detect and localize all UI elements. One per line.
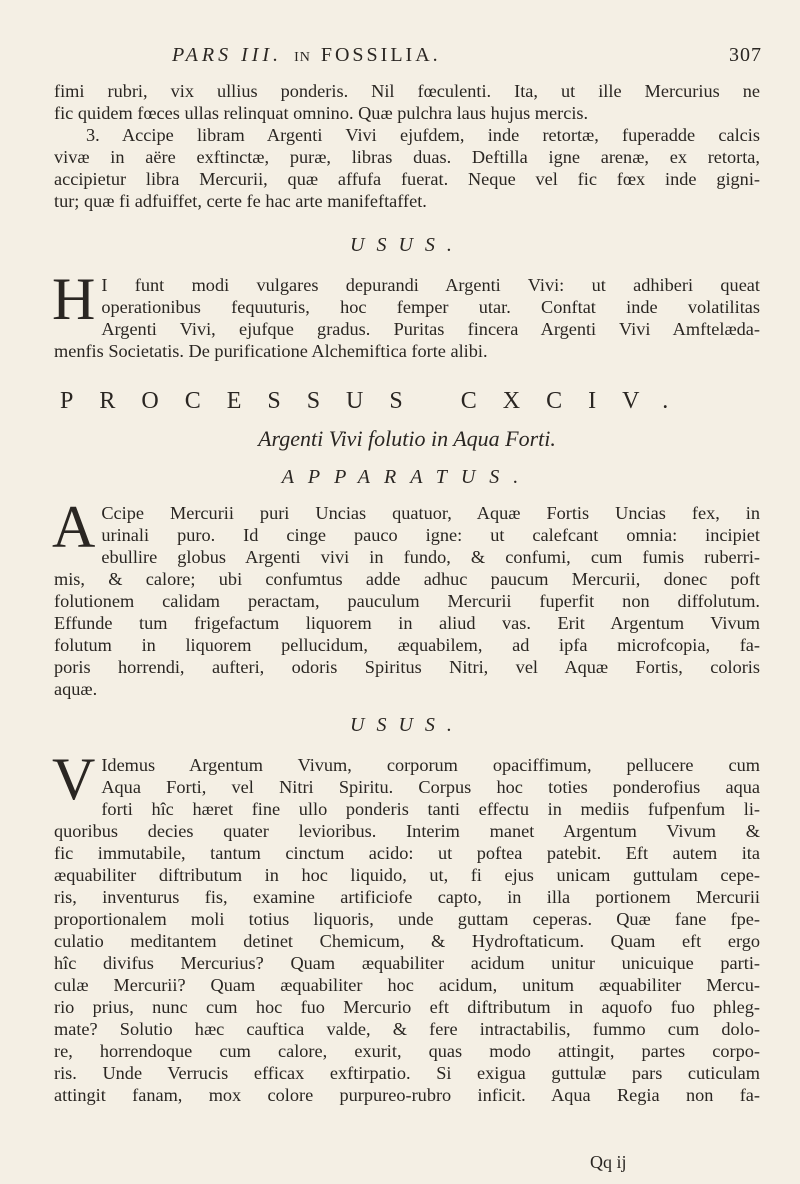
text-line: operationibus fequuturis, hoc femper utar. Conftat inde volatilitas bbox=[101, 297, 760, 317]
text-line: menfis Societatis. De purificatione Alchemiftica forte alibi. bbox=[54, 341, 488, 361]
text-line: rio prius, nunc cum hoc fuo Mercurio eft diftributum in aquofo fuo phleg- bbox=[54, 997, 760, 1017]
text-line: Aqua Forti, vel Nitri Spiritu. Corpus hoc toties ponderofius aqua bbox=[101, 777, 760, 797]
text-line: culæ Mercurii? Quam æquabiliter hoc acidum, unitum æquabiliter Mercu- bbox=[54, 975, 760, 995]
drop-cap: A bbox=[52, 494, 96, 560]
running-head bbox=[172, 44, 762, 67]
text-line: I funt modi vulgares depurandi Argenti Vivi: ut adhiberi queat bbox=[101, 275, 760, 295]
text-line: Idemus Argentum Vivum, corporum opaciffimum, pellucere cum bbox=[101, 755, 760, 775]
text-line: fimi rubri, vix ullius ponderis. Nil fœculenti. Ita, ut ille Mercurius ne bbox=[54, 81, 760, 101]
text-line: ris, inventurus fis, examine artificiofe capto, in illa portionem Mercurii bbox=[54, 887, 760, 907]
text-line: fic immutabile, tantum cinctum acido: ut poftea patebit. Eft autem ita bbox=[54, 843, 760, 863]
apparatus-heading: APPARATUS. bbox=[281, 466, 533, 488]
text-line: tur; quæ fi adfuiffet, certe fe hac arte manifeftaffet. bbox=[54, 191, 427, 211]
text-line: Ccipe Mercurii puri Uncias quatuor, Aquæ Fortis Uncias fex, in bbox=[101, 503, 760, 523]
apparatus-paragraph bbox=[52, 494, 760, 700]
usus-paragraph bbox=[52, 746, 760, 1106]
text-line: aquæ. bbox=[54, 679, 98, 699]
running-head-part: PARS III. bbox=[172, 44, 283, 66]
text-line: attingit fanam, mox colore purpureo-rubro inficit. Aqua Regia non fa- bbox=[54, 1085, 760, 1105]
text-line: forti hîc hæret fine ullo ponderis tanti effectu in mediis fufpenfum li- bbox=[101, 799, 760, 819]
text-line: ebullire globus Argenti vivi in fundo, & confumi, cum fumis ruberri- bbox=[101, 547, 760, 567]
running-head-section: FOSSILIA. bbox=[320, 44, 441, 66]
page-number: 307 bbox=[729, 44, 762, 66]
text-line: culatio meditantem detinet Chemicum, & Hydroftaticum. Quam eft ergo bbox=[54, 931, 760, 951]
text-line: hîc divifus Mercurius? Quam æquabiliter acidum unitur unicuique parti- bbox=[54, 953, 760, 973]
text-line: urinali puro. Id cinge pauco igne: ut calefcant omnia: incipiet bbox=[101, 525, 760, 545]
text-line: ris. Unde Verrucis efficax exftirpatio. Si exigua guttulæ pars cuticulam bbox=[54, 1063, 760, 1083]
body-text bbox=[54, 80, 760, 1106]
usus-heading: USUS. bbox=[350, 234, 464, 256]
text-line: fic quidem fœces ullas relinquat omnino. Quæ pulchra laus hujus mercis. bbox=[54, 103, 589, 123]
drop-cap: V bbox=[52, 746, 96, 812]
text-line: poris horrendi, aufteri, odoris Spiritus Nitri, vel Aquæ Fortis, coloris bbox=[54, 657, 760, 677]
text-line: folutum in liquorem pellucidum, æquabilem, ad ipfa microfcopia, fa- bbox=[54, 635, 760, 655]
running-head-in: IN bbox=[294, 50, 311, 65]
text-line: Argenti Vivi, ejufque gradus. Puritas fincera Argenti Vivi Amftelæda- bbox=[101, 319, 760, 339]
text-line: quoribus decies quater levioribus. Interim manet Argentum Vivum & bbox=[54, 821, 760, 841]
processus-heading: PROCESSUS CXCIV. bbox=[60, 388, 695, 414]
text-line: accipietur libra Mercurii, quæ affufa fuerat. Neque vel fic fœx inde gigni- bbox=[54, 169, 760, 189]
text-line: folutionem calidam peractam, pauculum Mercurii fuperfit non diffolutum. bbox=[54, 591, 760, 611]
processus-subtitle: Argenti Vivi folutio in Aqua Forti. bbox=[258, 426, 556, 451]
text-line: mis, & calore; ubi confumtus adde adhuc paucum Mercurii, donec poft bbox=[54, 569, 760, 589]
usus-heading: USUS. bbox=[350, 714, 464, 736]
text-line: vivæ in aëre exftinctæ, puræ, libras duas. Deftilla igne arenæ, ex retorta, bbox=[54, 147, 760, 167]
signature-mark: Qq ij bbox=[590, 1152, 627, 1172]
usus-paragraph bbox=[52, 266, 760, 362]
text-line: Effunde tum frigefactum liquorem in aliud vas. Erit Argentum Vivum bbox=[54, 613, 760, 633]
text-line: re, horrendoque cum calore, exurit, quas modo attingit, partes corpo- bbox=[54, 1041, 760, 1061]
text-line: æquabiliter diftributum in hoc liquido, ut, fi ejus unicam guttulam cepe- bbox=[54, 865, 760, 885]
drop-cap: H bbox=[52, 266, 96, 332]
text-line: mate? Solutio hæc cauftica valde, & fere intractabilis, fummo cum dolo- bbox=[54, 1019, 760, 1039]
text-line: 3. Accipe libram Argenti Vivi ejufdem, inde retortæ, fuperadde calcis bbox=[86, 125, 760, 145]
text-line: proportionalem moli totius liquoris, unde guttam ceperas. Quæ fane fpe- bbox=[54, 909, 760, 929]
